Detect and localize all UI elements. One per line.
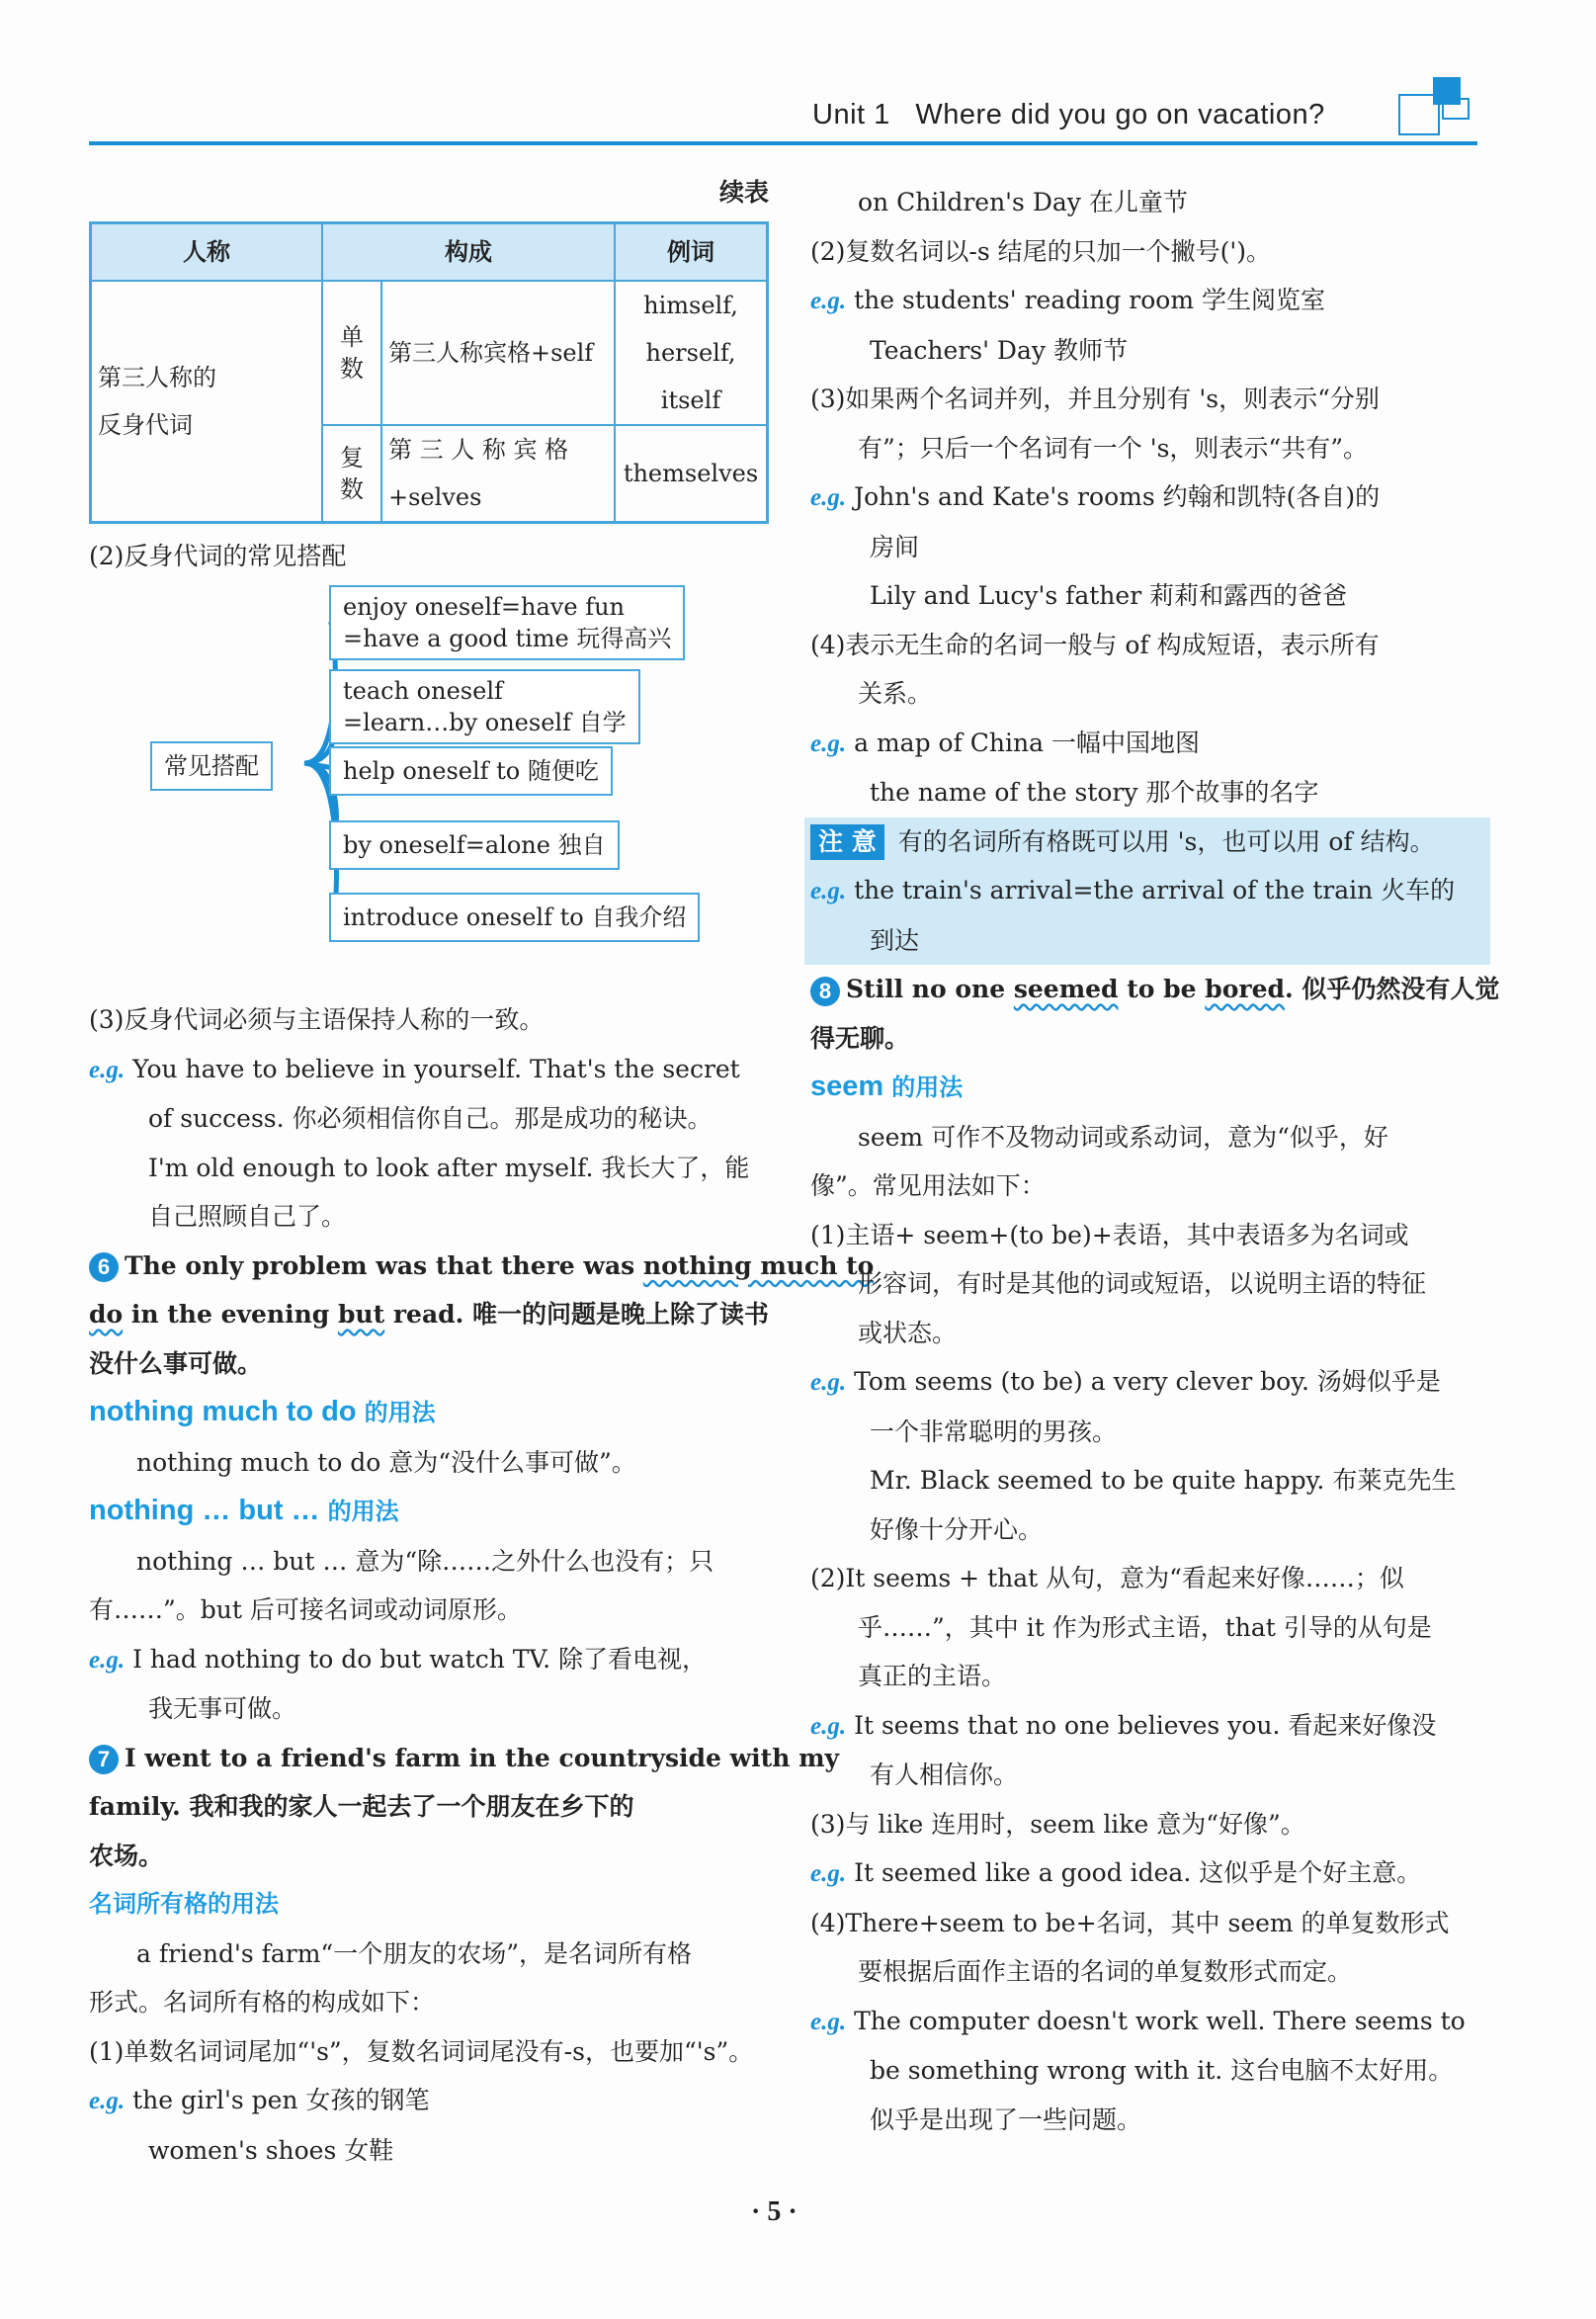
paragraph: nothing … but … 意为“除……之外什么也没有；只 xyxy=(136,1546,714,1576)
table-plural-examples: themselves xyxy=(615,425,768,523)
table-sub-plural: 复 数 xyxy=(322,425,381,523)
example-line: 自己照顾自己了。 xyxy=(148,1202,347,1231)
example-line: 我无事可做。 xyxy=(148,1694,297,1723)
paragraph: 有”；只后一个名词有一个 's，则表示“共有”。 xyxy=(858,433,1368,463)
mindmap-item-introduce-oneself: introduce oneself to 自我介绍 xyxy=(329,893,700,942)
mindmap-item-by-oneself: by oneself=alone 独自 xyxy=(329,820,620,870)
paragraph: (1)单数名词词尾加“'s”，复数名词词尾没有-s，也要加“'s”。 xyxy=(89,2036,754,2066)
example-line: e.g. a map of China 一幅中国地图 xyxy=(810,728,1200,757)
example-line: e.g. It seems that no one believes you. 看起来好像没 xyxy=(810,1710,1437,1740)
paragraph: 形容词，有时是其他的词或短语，以说明主语的特征 xyxy=(858,1269,1427,1298)
paragraph: (3)与 like 连用时，seem like 意为“好像”。 xyxy=(810,1809,1305,1839)
paragraph: 或状态。 xyxy=(858,1318,958,1347)
header-rule xyxy=(89,141,1477,145)
table-header-example: 例词 xyxy=(615,222,768,281)
example-line: 一个非常聪明的男孩。 xyxy=(870,1417,1118,1446)
example-line: e.g. the students' reading room 学生阅览室 xyxy=(810,286,1325,314)
example-line: e.g. The computer doesn't work well. There seems to xyxy=(810,2006,1466,2035)
subheading-possessive: 名词所有格的用法 xyxy=(89,1890,279,1918)
sentence-6: 6 The only problem was that there was nothing much to xyxy=(89,1242,769,1291)
example-line: e.g. the girl's pen 女孩的钢笔 xyxy=(89,2086,430,2114)
example-line: Lily and Lucy's father 莉莉和露西的爸爸 xyxy=(870,581,1348,610)
sentence-8-cont: 得无聊。 xyxy=(810,1023,910,1053)
sentence-7-cont: 农场。 xyxy=(89,1841,164,1870)
table-plural-form: 第 三 人 称 宾 格 +selves xyxy=(381,425,615,523)
mindmap-item-enjoy-oneself: enjoy oneself=have fun =have a good time 玩得高兴 xyxy=(329,585,685,660)
sentence-number-badge: 7 xyxy=(89,1745,119,1774)
paragraph: 有……”。but 后可接名词或动词原形。 xyxy=(89,1595,522,1624)
example-line: e.g. I had nothing to do but watch TV. 除了看电视， xyxy=(89,1644,708,1674)
sentence-8: 8 Still no one seemed to be bored. 似乎仍然没有人觉 xyxy=(810,965,1490,1014)
paragraph: 真正的主语。 xyxy=(858,1662,1007,1690)
table-singular-examples: himself, herself, itself xyxy=(615,281,768,425)
page-header-title: Unit 1 Where did you go on vacation? xyxy=(812,99,1325,130)
example-line: of success. 你必须相信你自己。那是成功的秘诀。 xyxy=(148,1104,713,1133)
note-tag: 注 意 xyxy=(810,824,884,860)
eg-label: e.g. xyxy=(89,1056,126,1083)
sentence-6-cont: do in the evening but read. 唯一的问题是晚上除了读书 xyxy=(89,1300,770,1329)
table-header-form: 构成 xyxy=(322,222,615,281)
example-line: 有人相信你。 xyxy=(870,1761,1019,1789)
right-column xyxy=(810,178,1500,2144)
example-line: 房间 xyxy=(870,532,920,561)
example-line: 似乎是出现了一些问题。 xyxy=(870,2104,1142,2134)
paragraph: 像”。常见用法如下： xyxy=(810,1171,1046,1200)
paragraph: a friend's farm“一个朋友的农场”，是名词所有格 xyxy=(136,1938,692,1968)
example-line: on Children's Day 在儿童节 xyxy=(858,188,1188,216)
subheading-nothing-but: nothing … but … 的用法 xyxy=(89,1495,399,1526)
example-line: e.g. Tom seems (to be) a very clever boy. 汤姆似乎是 xyxy=(810,1367,1441,1396)
header-decoration-icon xyxy=(1395,75,1470,142)
paragraph: 形式。名词所有格的构成如下： xyxy=(89,1988,436,2017)
table-sub-singular: 单 数 xyxy=(322,281,381,425)
mindmap-item-teach-oneself: teach oneself =learn…by oneself 自学 xyxy=(329,669,640,744)
paragraph: (2)It seems + that 从句，意为“看起来好像……；似 xyxy=(810,1564,1404,1592)
sentence-number-badge: 8 xyxy=(810,977,840,1006)
sentence-7-cont: family. 我和我的家人一起去了一个朋友在乡下的 xyxy=(89,1792,634,1821)
subheading-nothing-much: nothing much to do 的用法 xyxy=(89,1396,436,1427)
paragraph: (2)复数名词以-s 结尾的只加一个撇号(')。 xyxy=(810,236,1272,266)
paragraph: (4)There+seem to be+名词，其中 seem 的单复数形式 xyxy=(810,1908,1450,1937)
table-header-person: 人称 xyxy=(91,222,323,281)
table-row-label: 第三人称的 反身代词 xyxy=(91,281,323,523)
collocation-mindmap xyxy=(89,580,769,995)
mindmap-center: 常见搭配 xyxy=(150,741,273,791)
example-line: e.g. John's and Kate's rooms 约翰和凯特(各自)的 xyxy=(810,482,1381,511)
table-caption: 续表 xyxy=(718,178,769,207)
example-line: e.g. You have to believe in yourself. That's the secret xyxy=(89,1054,740,1083)
example-line: the name of the story 那个故事的名字 xyxy=(870,778,1319,807)
paragraph: 关系。 xyxy=(858,679,933,708)
sentence-6-cont: 没什么事可做。 xyxy=(89,1348,263,1378)
example-line: I'm old enough to look after myself. 我长大了，能 xyxy=(148,1153,750,1182)
sentence-7: 7 I went to a friend's farm in the countryside with my xyxy=(89,1734,769,1783)
mindmap-item-help-oneself: help oneself to 随便吃 xyxy=(329,746,613,796)
table-singular-form: 第三人称宾格+self xyxy=(381,281,615,425)
sentence-number-badge: 6 xyxy=(89,1252,119,1282)
example-line: Teachers' Day 教师节 xyxy=(870,335,1128,365)
reflexive-pronoun-table xyxy=(89,221,769,524)
example-line: be something wrong with it. 这台电脑不太好用。 xyxy=(870,2056,1454,2085)
paragraph: 乎……”，其中 it 作为形式主语，that 引导的从句是 xyxy=(858,1612,1432,1642)
paragraph: seem 可作不及物动词或系动词，意为“似乎，好 xyxy=(858,1122,1388,1152)
paragraph: 要根据后面作主语的名词的单复数形式而定。 xyxy=(858,1957,1353,1986)
paragraph: (3)如果两个名词并列，并且分别有 's，则表示“分别 xyxy=(810,385,1380,413)
section-title: (3)反身代词必须与主语保持人称的一致。 xyxy=(89,1005,545,1034)
example-line: Mr. Black seemed to be quite happy. 布莱克先生 xyxy=(870,1466,1457,1495)
paragraph: nothing much to do 意为“没什么事可做”。 xyxy=(136,1447,636,1477)
example-line: women's shoes 女鞋 xyxy=(148,2135,394,2165)
note-box: 注 意 有的名词所有格既可以用 's，也可以用 of 结构。 e.g. the train's arrival=the arrival of the train 火车的 到达 xyxy=(804,817,1490,966)
page-number: · 5 · xyxy=(751,2196,798,2227)
example-line: 好像十分开心。 xyxy=(870,1514,1044,1544)
paragraph: (1)主语+ seem+(to be)+表语，其中表语多为名词或 xyxy=(810,1220,1409,1249)
example-line: e.g. It seemed like a good idea. 这似乎是个好主意。 xyxy=(810,1858,1422,1887)
section-title: (2)反身代词的常见搭配 xyxy=(89,541,347,570)
paragraph: (4)表示无生命的名词一般与 of 构成短语，表示所有 xyxy=(810,630,1380,659)
subheading-seem: seem 的用法 xyxy=(810,1071,964,1102)
